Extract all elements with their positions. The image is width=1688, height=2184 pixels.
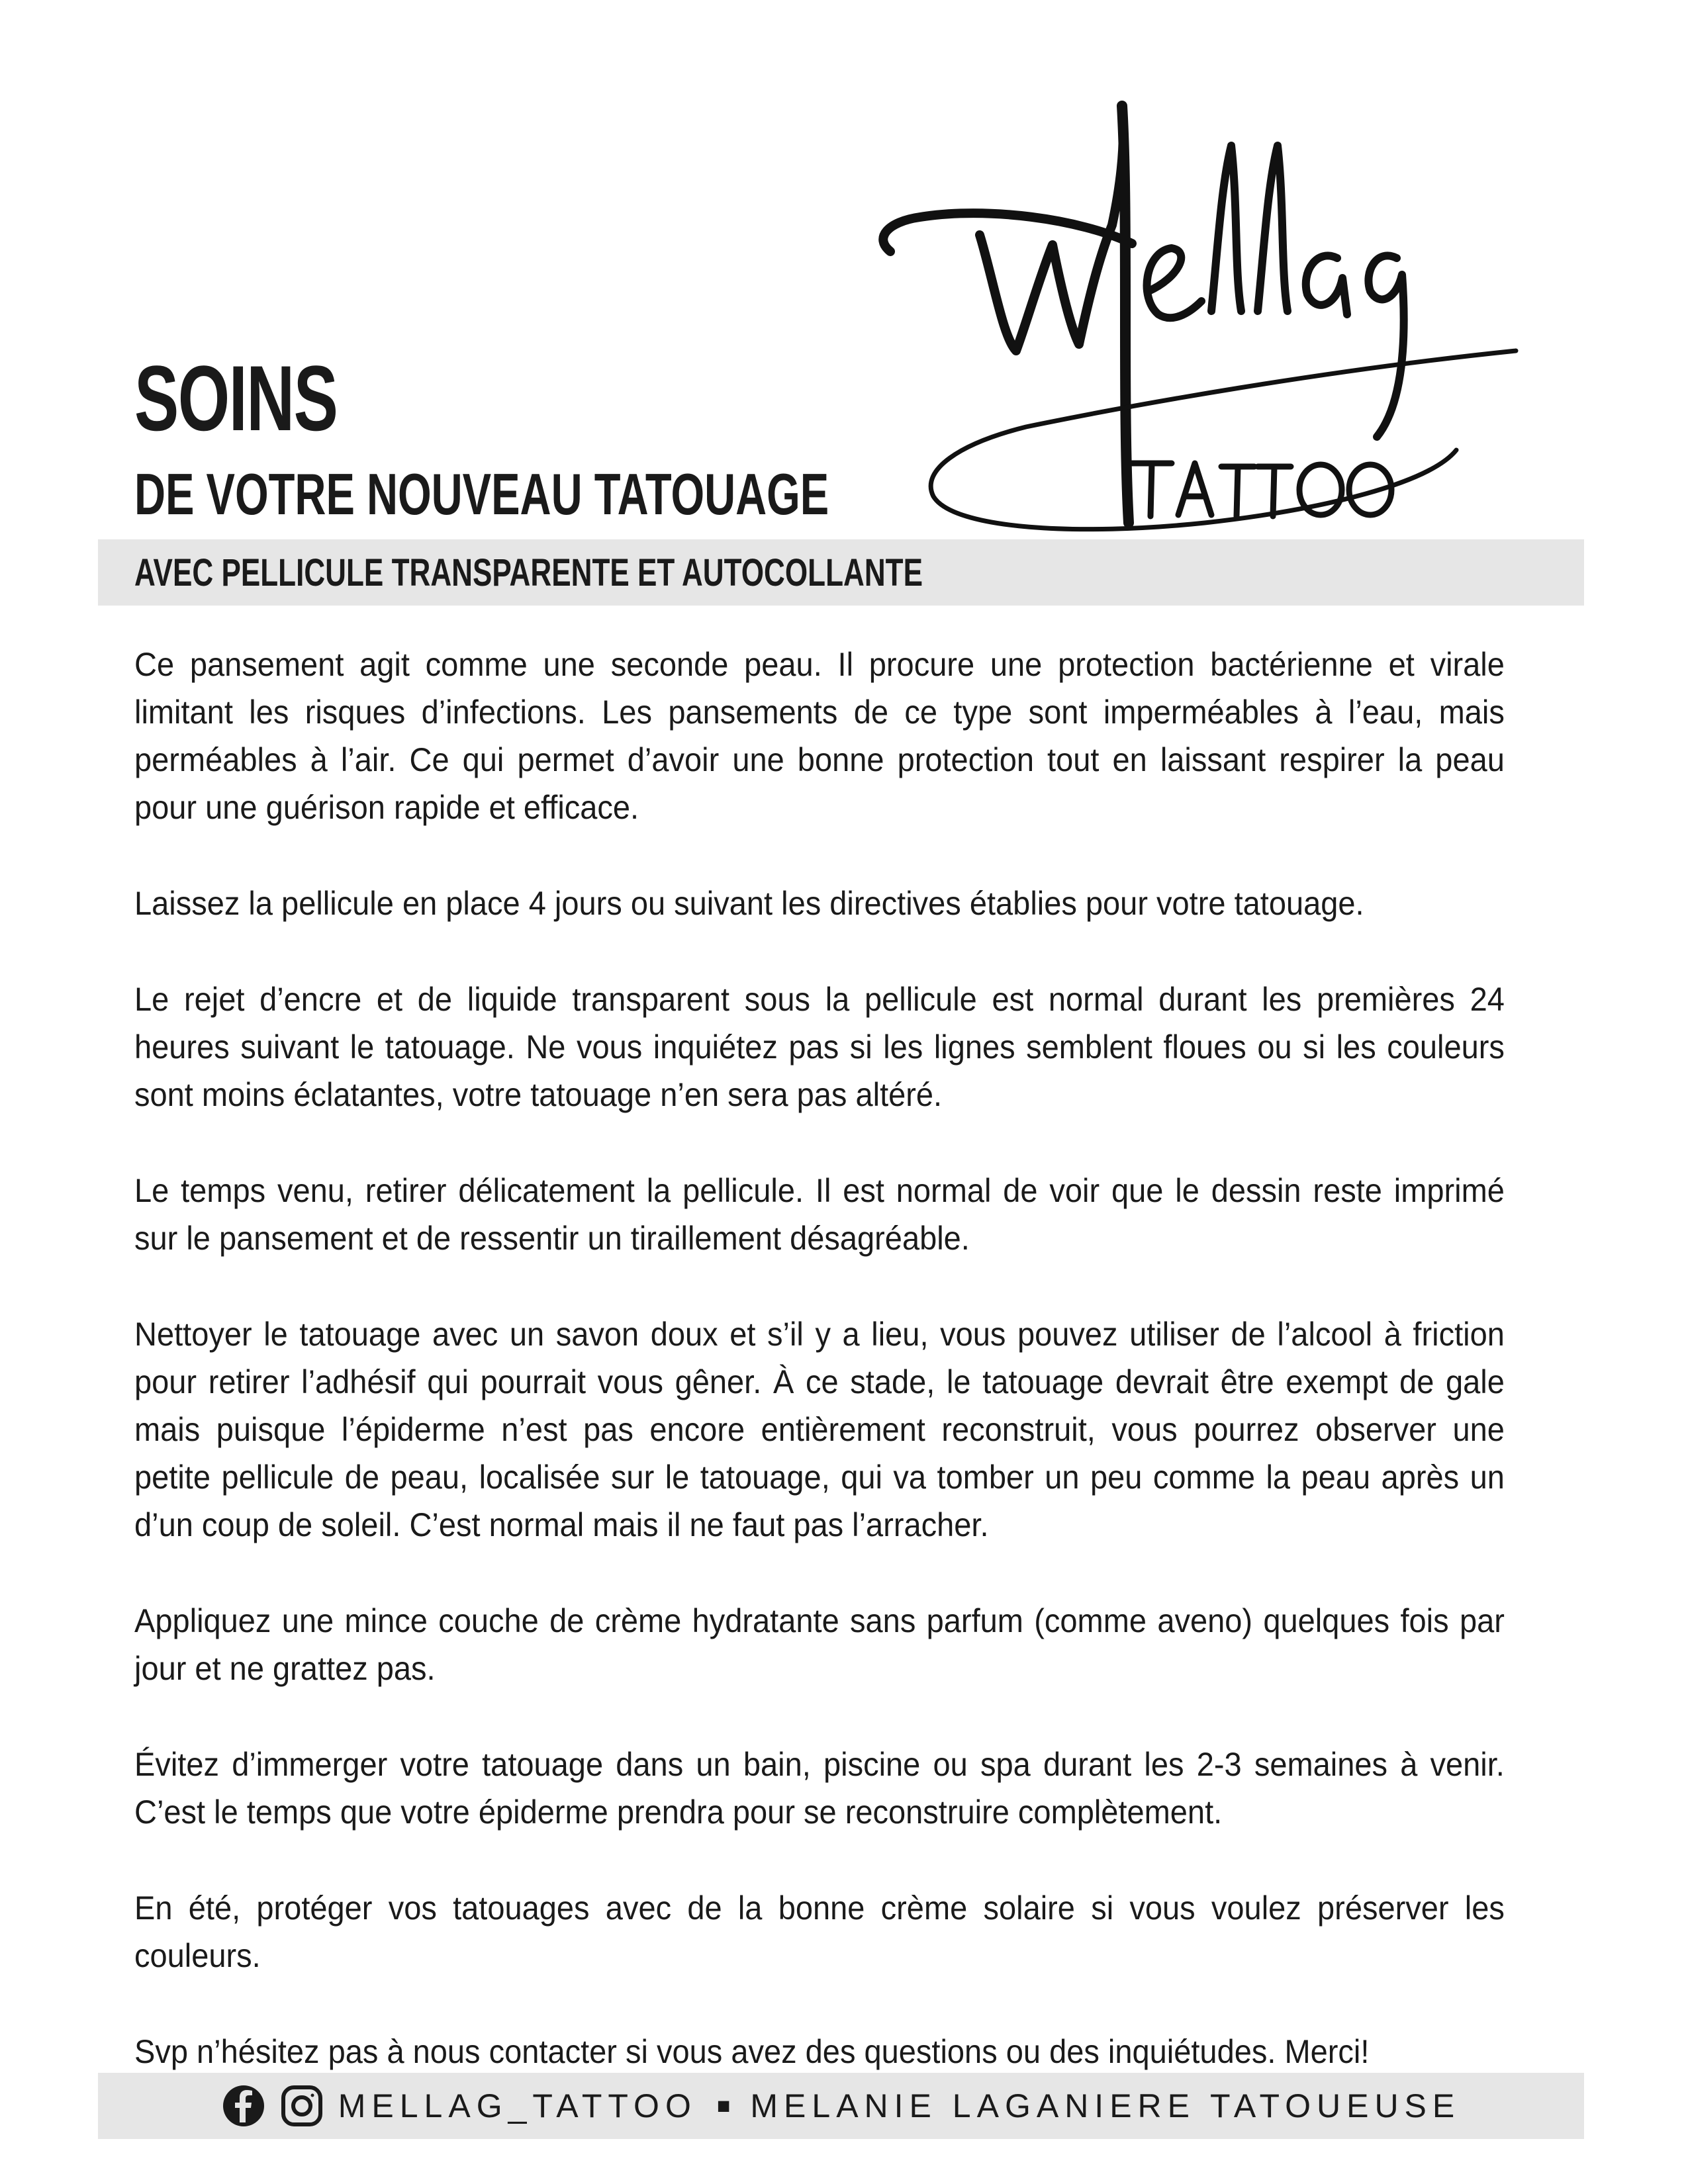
paragraph: Svp n’hésitez pas à nous contacter si vous avez des questions ou des inquiétudes. Merci! (134, 2033, 1370, 2070)
paragraph: Ce pansement agit comme une seconde peau. Il procure une protection bactérienne et virale limitant les risques d’infections. Les pansements de ce type sont imperméables à l’eau, mais perméables à l’air. Ce qui permet d’avoir une bonne protection tout en laissant respirer la peau pour une guérison rapide et efficace. (134, 646, 1505, 826)
paragraph: En été, protéger vos tatouages avec de la bonne crème solaire si vous voulez préserver les couleurs. (134, 1889, 1505, 1974)
paragraph: Appliquez une mince couche de crème hydratante sans parfum (comme aveno) quelques fois par jour et ne grattez pas. (134, 1602, 1505, 1687)
mellag-tattoo-logo (861, 60, 1523, 536)
paragraph: Évitez d’immerger votre tatouage dans un bain, piscine ou spa durant les 2-3 semaines à venir. C’est le temps que votre épiderme prendra pour se reconstruire complètement. (134, 1746, 1505, 1831)
paragraph: Le temps venu, retirer délicatement la pellicule. Il est normal de voir que le dessin reste imprimé sur le pansement et de ressentir un tiraillement désagréable. (134, 1172, 1505, 1257)
artist-name: MELANIE LAGANIERE TATOUEUSE (750, 2087, 1461, 2124)
footer-band (98, 2073, 1584, 2139)
facebook-icon[interactable] (222, 2084, 265, 2128)
paragraph: Nettoyer le tatouage avec un savon doux et s’il y a lieu, vous pouvez utiliser de l’alcool à friction pour retirer l’adhésif qui pourrait vous gêner. À ce stade, le tatouage devrait être exempt de gale mais puisque l’épiderme n’est pas encore entièrement reconstruit, vous pourrez observer une petite pellicule de peau, localisée sur le tatouage, qui va tomber un peu comme la peau après un d’un coup de soleil. C’est normal mais il ne faut pas l’arracher. (134, 1316, 1505, 1543)
paragraph: Laissez la pellicule en place 4 jours ou suivant les directives établies pour votre tatouage. (134, 885, 1364, 922)
care-instructions (134, 641, 1505, 2124)
page-subtitle: DE VOTRE NOUVEAU TATOUAGE (134, 461, 829, 527)
page-title: SOINS (134, 346, 338, 450)
paragraph: Le rejet d’encre et de liquide transparent sous la pellicule est normal durant les premières 24 heures suivant le tatouage. Ne vous inquiétez pas si les lignes semblent floues ou si les couleurs sont moins éclatantes, votre tatouage n’en sera pas altéré. (134, 981, 1505, 1113)
instagram-icon[interactable] (280, 2084, 324, 2128)
footer-separator: ■ (716, 2093, 731, 2118)
social-handle[interactable]: MELLAG_TATTOO (338, 2087, 697, 2124)
section-band-text: AVEC PELLICULE TRANSPARENTE ET AUTOCOLLANTE (134, 551, 923, 594)
section-band (98, 539, 1584, 606)
